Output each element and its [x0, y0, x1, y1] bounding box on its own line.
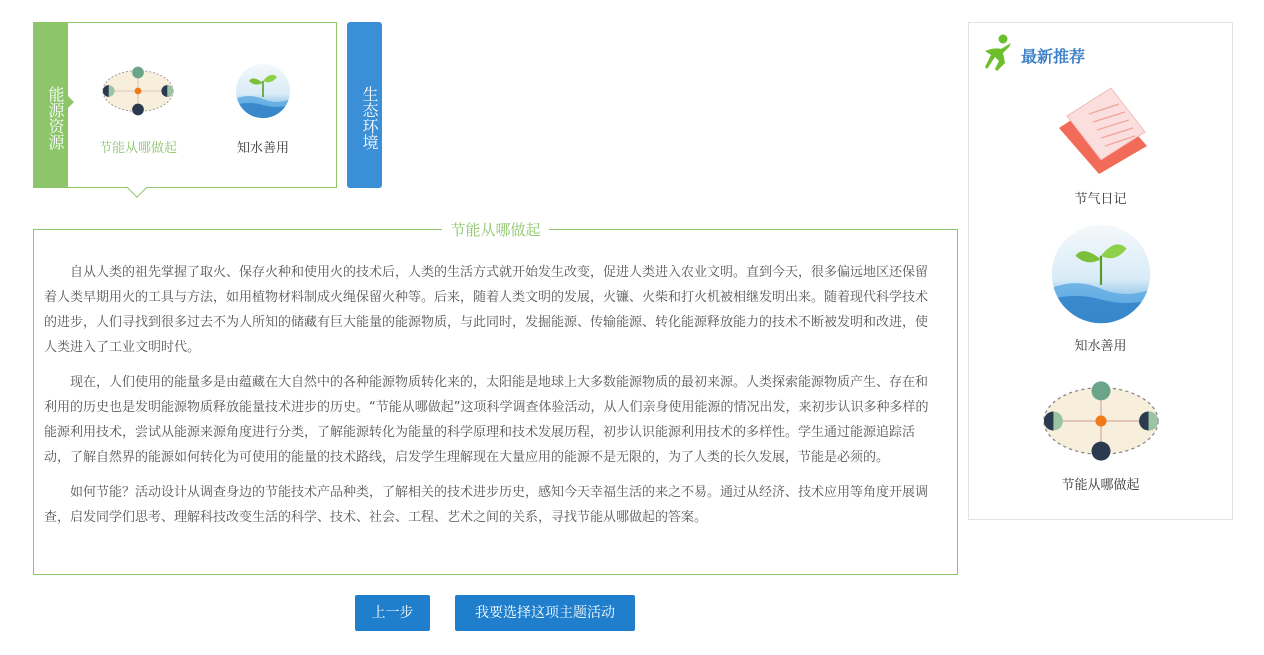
recommend-item-label: 节能从哪做起	[1061, 478, 1140, 493]
recommend-item[interactable]	[969, 78, 1232, 207]
running-person-icon	[981, 33, 1015, 77]
solar-system-icon	[1036, 449, 1166, 468]
recommend-title: 最新推荐	[1021, 46, 1086, 66]
topic-description-title	[34, 219, 957, 240]
description-paragraph: 自从人类的祖先掌握了取火、保存火种和使用火的技术后，人类的生活方式就开始发生改变，促进人类进入农业文明。直到今天，很多偏远地区还保留着人类早期用火的工具与方法，如用植物材料制成火绳保留火种等。后来，随着人类文明的发展，火镰、火柴和打火机被相继发明出来。随着现代科学技术的进步，人们寻找到很多过去不为人所知的储藏有巨大能量的能源物质，与此同时，发掘能源、传输能源、转化能源释放能力的技术不断被发明和改进，使人类进入了工业文明时代。	[44, 265, 929, 355]
paper-sheets-icon	[1049, 163, 1153, 182]
topic-description-text	[34, 230, 957, 530]
category-tab-ecology[interactable]	[347, 22, 382, 188]
topic-item-energy-saving[interactable]	[88, 61, 188, 156]
category-panel-energy	[33, 22, 337, 188]
topic-label: 知水善用	[236, 141, 289, 156]
topic-label: 节能从哪做起	[98, 141, 177, 156]
water-sprout-icon	[1050, 310, 1152, 329]
recommend-item-label: 节气日记	[1074, 192, 1127, 207]
topic-title-text: 节能从哪做起	[442, 221, 548, 239]
topic-item-water[interactable]	[213, 61, 313, 156]
solar-system-icon	[98, 61, 178, 121]
recommend-item[interactable]	[969, 378, 1232, 493]
active-topic-pointer	[127, 178, 147, 198]
category-tab-energy-label: 能源资源	[46, 86, 65, 150]
previous-step-button[interactable]: 上一步	[355, 595, 430, 631]
choose-topic-button[interactable]: 我要选择这项主题活动	[455, 595, 635, 631]
water-sprout-icon	[223, 61, 303, 121]
recommend-sidebar	[968, 22, 1233, 520]
category-tab-energy[interactable]	[33, 22, 68, 188]
recommend-item[interactable]	[969, 223, 1232, 354]
recommend-item-label: 知水善用	[1074, 339, 1127, 354]
category-tab-ecology-label: 生态环境	[360, 86, 379, 150]
description-paragraph: 如何节能？活动设计从调查身边的节能技术产品种类，了解相关的技术进步历史，感知今天幸福生活的来之不易。通过从经济、技术应用等角度开展调查，启发同学们思考、理解科技改变生活的科学、技术、社会、工程、艺术之间的关系，寻找节能从哪做起的答案。	[44, 485, 929, 525]
topic-description-box	[33, 221, 958, 575]
tab-pointer-arrow	[68, 96, 74, 108]
recommend-header	[981, 35, 1085, 75]
description-paragraph: 现在，人们使用的能量多是由蕴藏在大自然中的各种能源物质转化来的，太阳能是地球上大多数能源物质的最初来源。人类探索能源物质产生、存在和利用的历史也是发明能源物质释放能量技术进步的历史。“节能从哪做起”这项科学调查体验活动，从人们亲身使用能源的情况出发，来初步认识多种多样的能源利用技术，尝试从能源来源角度进行分类，了解能源转化为能量的科学原理和技术发展历程，初步认识能源利用技术的多样性。学生通过能源追踪活动，了解自然界的能源如何转化为可使用的能量的技术路线，启发学生理解现在大量应用的能源不是无限的，为了人类的长久发展，节能是必须的。	[44, 375, 929, 465]
